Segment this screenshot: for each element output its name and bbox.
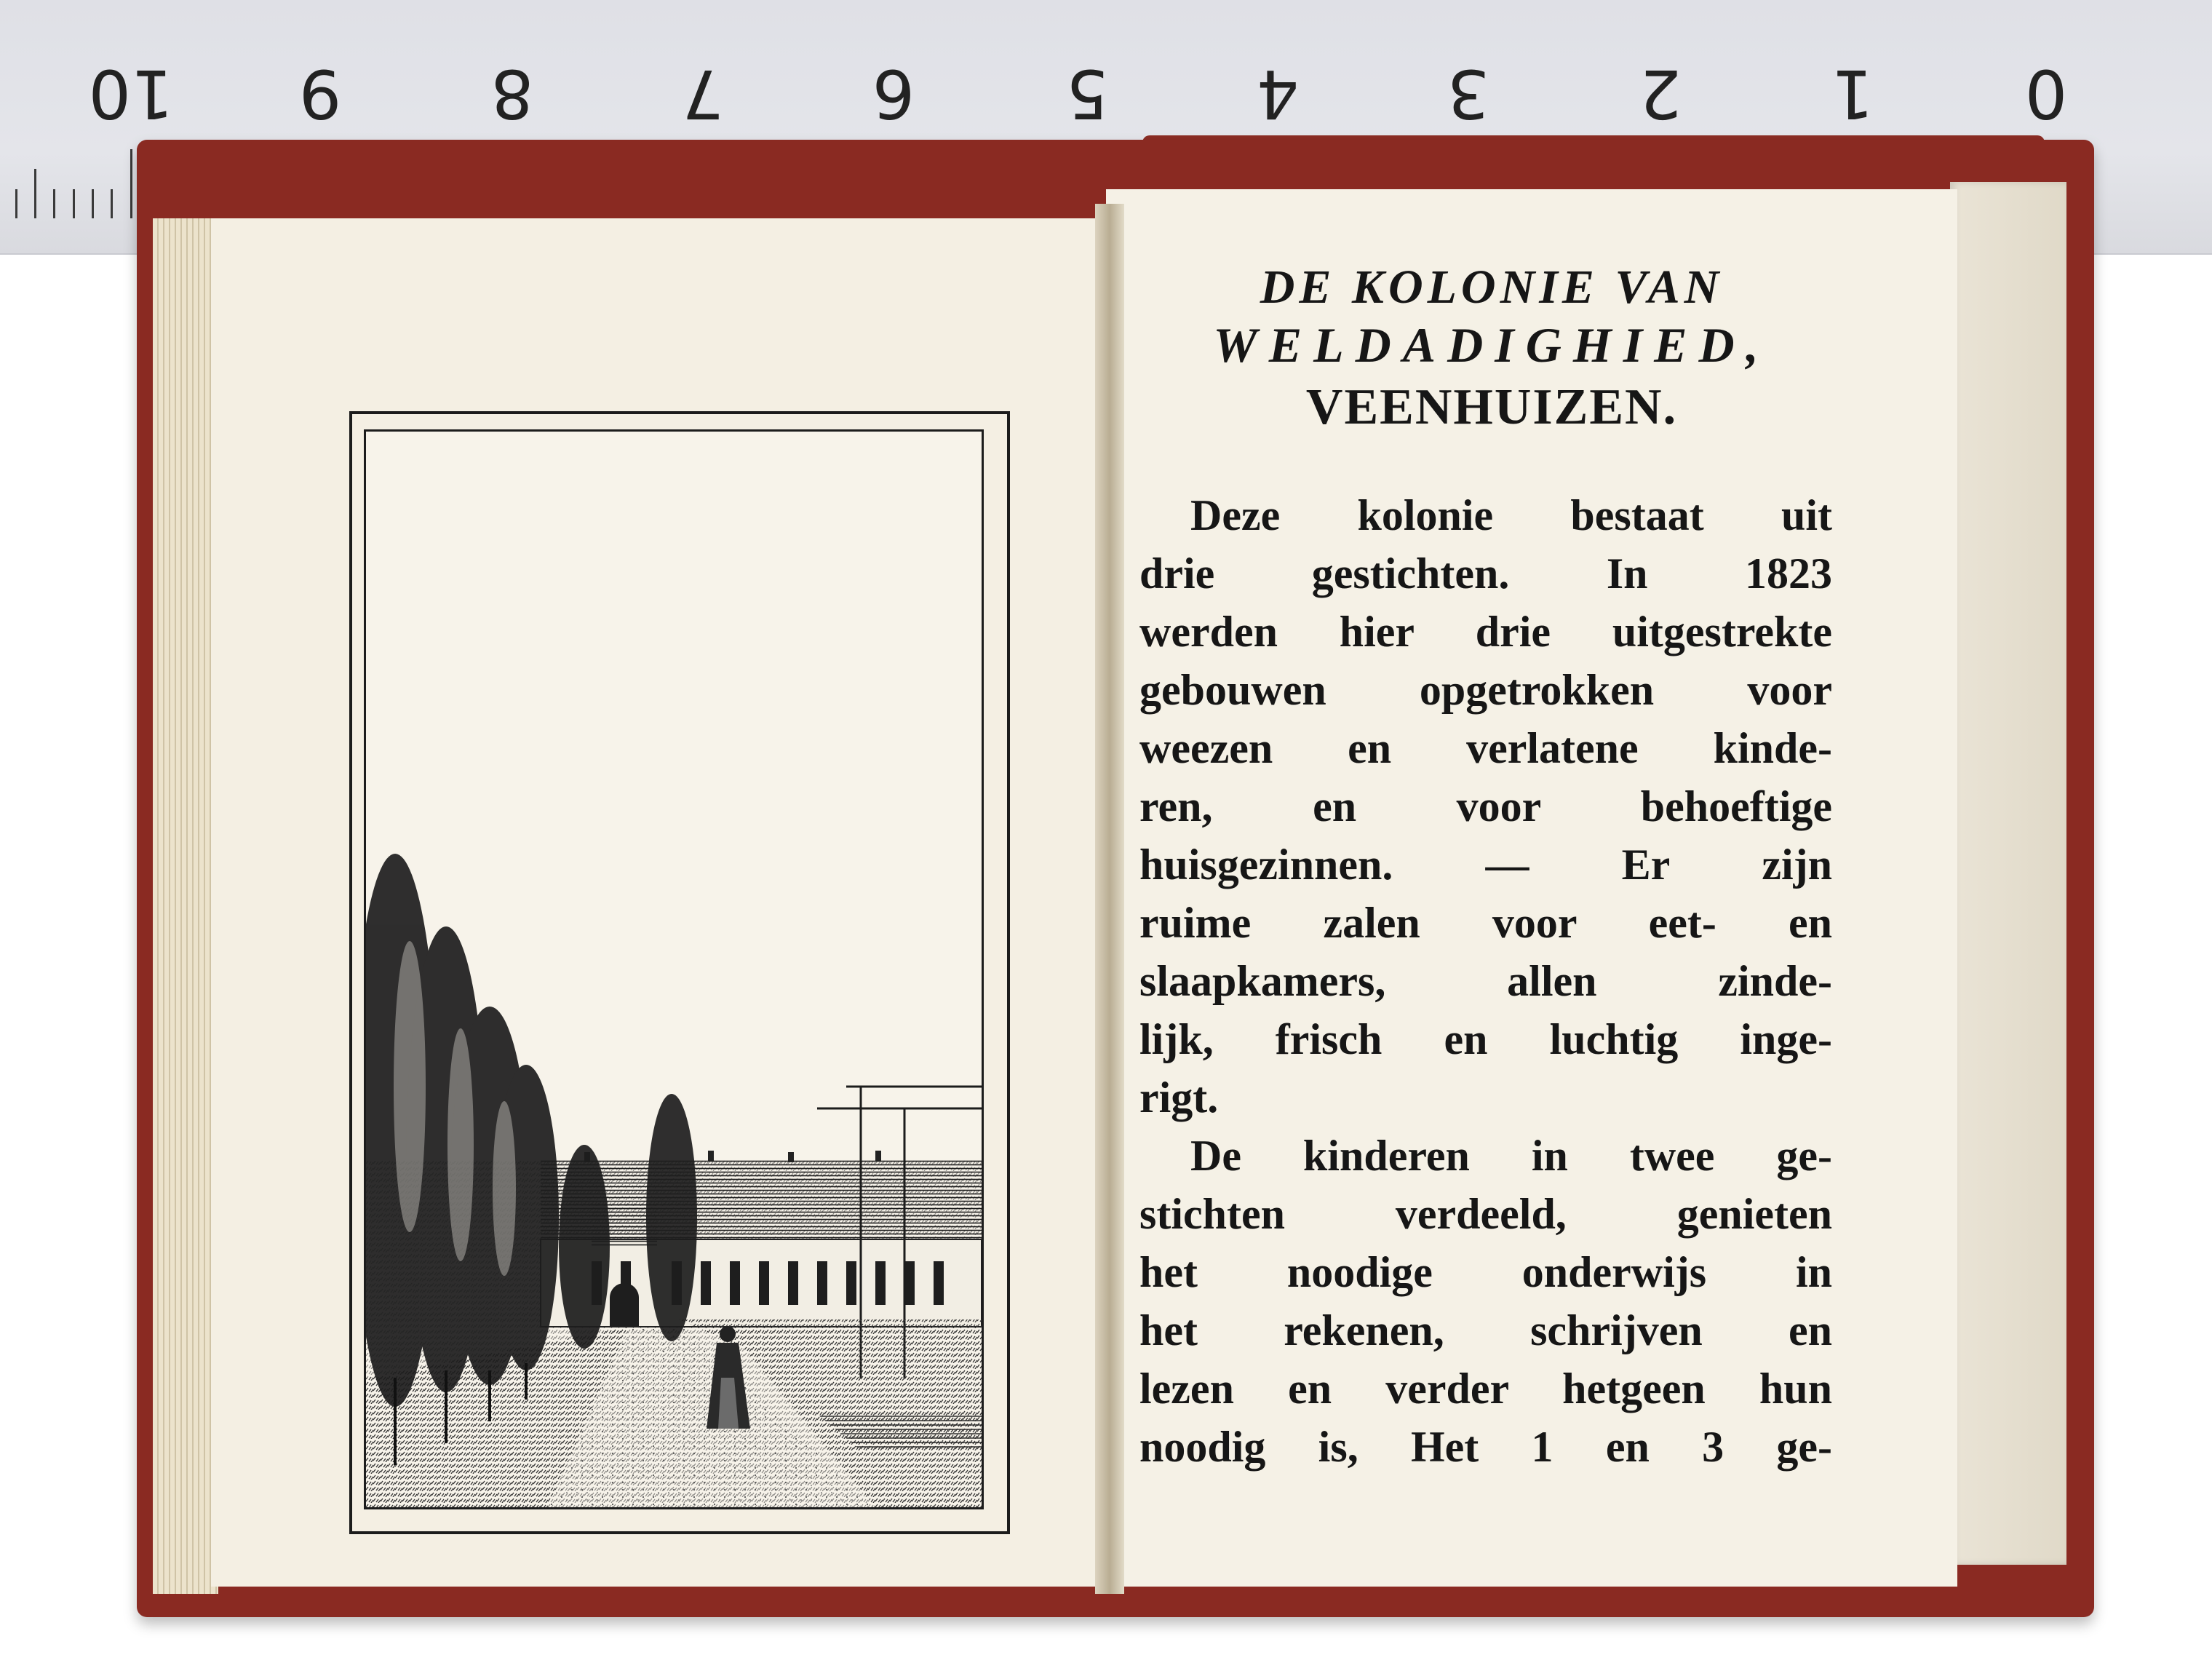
right-page-edges [1950,182,2066,1565]
ruler-tick [34,169,36,218]
ruler-number-9: 9 [298,55,342,132]
text-line: ruime zalen voor eet- en [1139,899,1832,947]
text-line: gebouwen opgetrokken voor [1139,666,1832,714]
text-line: huisgezinnen. — Er zijn [1139,841,1832,889]
text-line: lezen en verder hetgeen hun [1139,1365,1832,1413]
ruler-number-5: 5 [1065,55,1109,132]
book-gutter [1095,204,1124,1594]
text-line: ren, en voor behoeftige [1139,782,1832,830]
text-line: drie gestichten. In 1823 [1139,549,1832,598]
ruler-tick [92,189,94,218]
ruler-number-4: 4 [1256,55,1300,132]
ruler-number-2: 2 [1639,55,1682,132]
ruler-tick [53,189,55,218]
text-line: rigt. [1139,1073,1219,1122]
ruler-tick [15,189,17,218]
ruler-number-0: 0 [2024,55,2068,132]
ruler-tick [111,189,113,218]
text-line: het rekenen, schrijven en [1139,1306,1832,1354]
ruler-number-3: 3 [1447,55,1490,132]
ruler-tick [73,189,75,218]
text-line: lijk, frisch en luchtig inge- [1139,1015,1832,1063]
title-line-2: WELDADIGHIED, [1213,317,1770,373]
body-text [1139,486,1832,1476]
illustration-engraving [364,429,984,1509]
ruler-number-1: 1 [1831,55,1874,132]
title-line-3: VEENHUIZEN. [1305,379,1678,435]
ruler-number-7: 7 [681,55,725,132]
engraving-scene [366,432,982,1507]
text-line: stichten verdeeld, genieten [1139,1190,1832,1238]
ruler-tick [130,149,132,218]
text-line: slaapkamers, allen zinde- [1139,957,1832,1005]
text-line: weezen en verlatene kinde- [1139,724,1832,772]
text-line: Deze kolonie bestaat uit [1190,491,1832,539]
ruler-number-6: 6 [872,55,915,132]
text-line: noodig is, Het 1 en 3 ge- [1139,1423,1832,1471]
ruler-number-10: 10 [88,55,174,132]
ruler-number-8: 8 [490,55,534,132]
text-line: De kinderen in twee ge- [1190,1132,1832,1180]
title-line-1: DE KOLONIE VAN [1260,261,1724,314]
page-edges [153,218,218,1594]
text-line: het noodige onderwijs in [1139,1248,1832,1296]
text-line: werden hier drie uitgestrekte [1139,608,1832,656]
